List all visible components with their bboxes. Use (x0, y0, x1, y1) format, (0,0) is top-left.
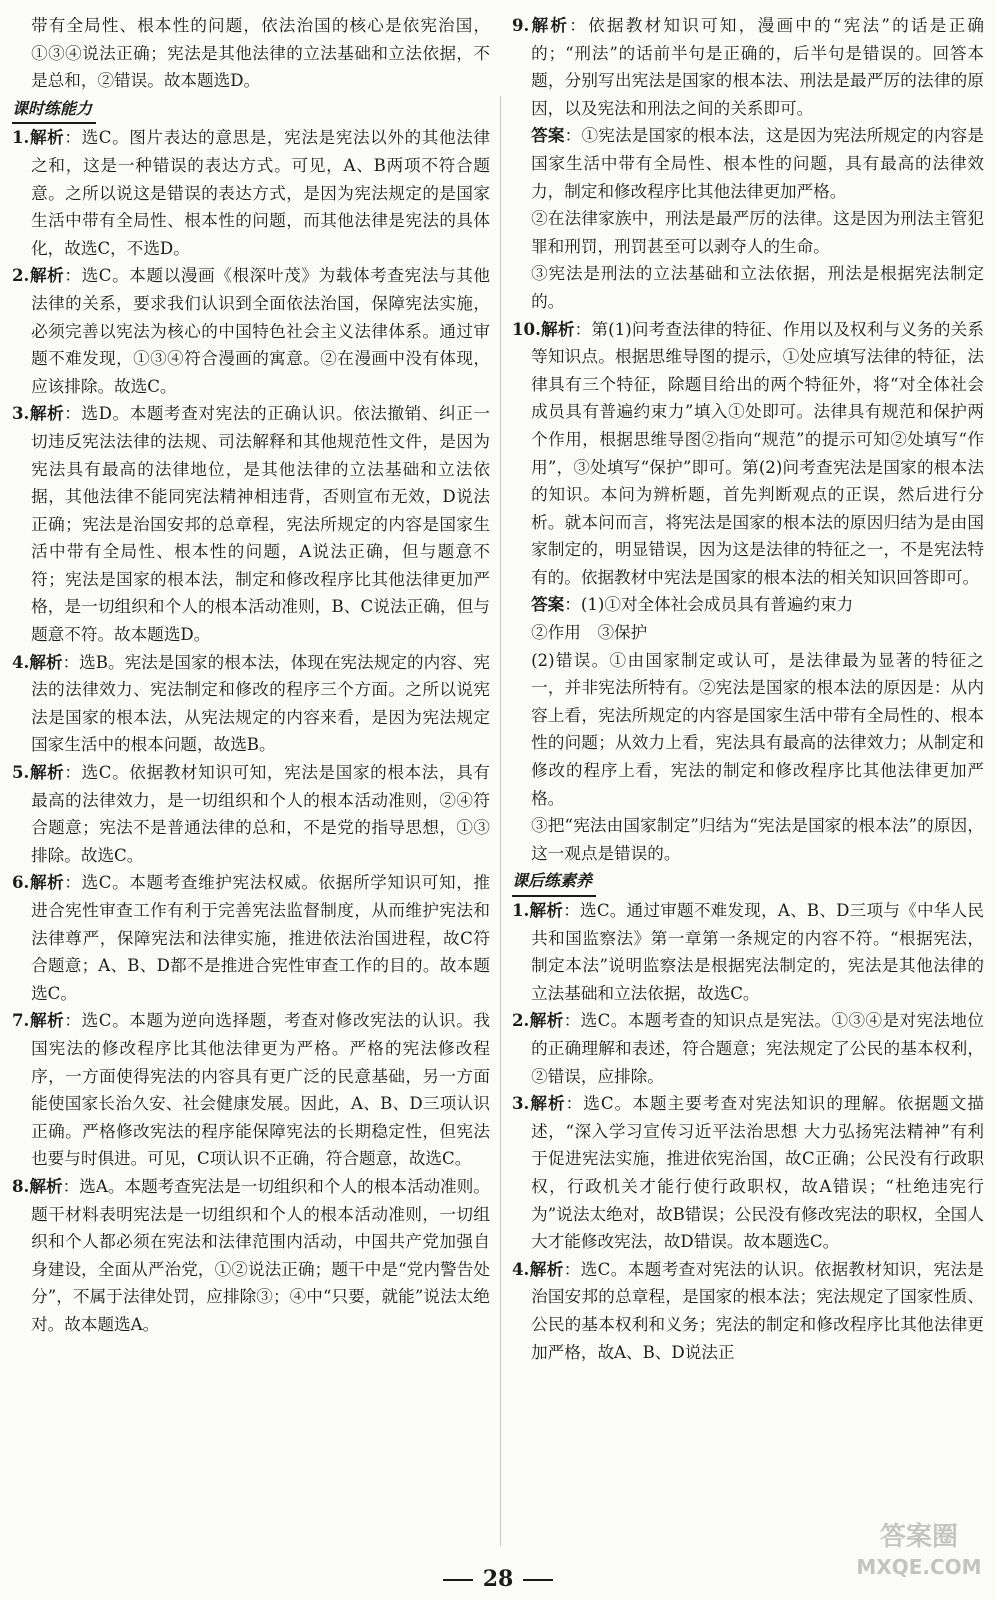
answer-10-part-1: 答案：(1)①对全体社会成员具有普遍约束力 (531, 594, 854, 615)
right-answer-list (512, 897, 984, 1366)
answer-item: 3.解析：选C。本题主要考查对宪法知识的理解。依据题文描述，“深入学习宣传习近平法治思想 大力弘扬宪法精神”有利于促进宪法实施，推进依宪治国，故C正确；公民没有行政职权，行政机关才能行使行政职权，故A错误；“杜绝违宪行为”说法太绝对，故B错误；公民没有修改宪法的职权，全国人大才能修改宪法，故D错误。故本题选C。 (512, 1093, 985, 1252)
answer-item: 7.解析：选C。本题为逆向选择题，考查对修改宪法的认识。我国宪法的修改程序比其他法律更为严格。严格的宪法修改程序，一方面使得宪法的内容具有更广泛的民意基础，另一方面能使国家长治久安、社会健康发展。因此，A、B、D三项认识正确。严格修改宪法的程序能保障宪法的长期稳定性，但宪法也要与时俱进。可见，C项认识不正确，符合题意，故选C。 (12, 1010, 490, 1169)
column-divider (500, 96, 501, 1546)
answer-item-9: 9.解析：依据教材知识可知，漫画中的“宪法”的话是正确的；“刑法”的话前半句是正确的，后半句是错误的。回答本题，分别写出宪法是国家的根本法、刑法是最严厉的法律的原因，以及宪法和刑法之间的关系即可。 (512, 15, 985, 118)
answer-10-part-4: ③把“宪法由国家制定”归结为“宪法是国家的根本法”的原因，这一观点是错误的。 (531, 816, 984, 863)
intro-continuation: 带有全局性、根本性的问题，依法治国的核心是依宪治国，①③④说法正确；宪法是其他法律的立法基础和立法依据，不是总和，②错误。故本题选D。 (31, 16, 490, 91)
answer-item: 2.解析：选C。本题以漫画《根深叶茂》为载体考查宪法与其他法律的关系，要求我们认识到全面依法治国，保障宪法实施，必须完善以宪法为核心的中国特色社会主义法律体系。通过审题不难发现，①③④符合漫画的寓意。②在漫画中没有体现，应该排除。故选C。 (12, 265, 490, 396)
answer-item: 4.解析：选C。本题考查对宪法的认识。依据教材知识，宪法是治国安邦的总章程，是国家的根本法；宪法规定了国家性质、公民的基本权利和义务；宪法的制定和修改程序比其他法律更加严格，故A、B、D说法正 (512, 1258, 984, 1362)
section-title: 课时练能力 (12, 95, 96, 125)
left-column (12, 12, 490, 1339)
section-title: 课后练素养 (512, 867, 596, 897)
section-heading-practice (12, 95, 490, 125)
right-column (512, 12, 984, 1366)
answer-item: 1.解析：选C。图片表达的意思是，宪法是宪法以外的其他法律之和，这是一种错误的表达方式。可见，A、B两项不符合题意。之所以说这是错误的表达方式，是因为宪法规定的是国家生活中带有全局性、根本性的问题，而其他法律是宪法的具体化，故选C，不选D。 (12, 127, 490, 258)
answer-10-part-2: ②作用 ③保护 (531, 623, 648, 643)
answer-item: 6.解析：选C。本题考查维护宪法权威。依据所学知识可知，推进合宪性审查工作有利于完善宪法监督制度，从而维护宪法和法律尊严，保障宪法和法律实施，推进依法治国进程，故C符合题意；A、B、D都不是推进合宪性审查工作的目的。故本题选C。 (12, 872, 490, 1003)
answer-item: 1.解析：选C。通过审题不难发现，A、B、D三项与《中华人民共和国监察法》第一章第一条规定的内容不符。“根据宪法，制定本法”说明监察法是根据宪法制定的，宪法是其他法律的立法基础和立法依据，故选C。 (512, 900, 984, 1003)
answer-item: 5.解析：选C。依据教材知识可知，宪法是国家的根本法，具有最高的法律效力，是一切组织和个人的根本活动准则，②④符合题意；宪法不是普通法律的总和，不是党的指导思想，①③排除。故选C。 (12, 762, 490, 865)
answer-item: 2.解析：选C。本题考查的知识点是宪法。①③④是对宪法地位的正确理解和表述，符合题意；宪法规定了公民的基本权利，②错误，应排除。 (512, 1010, 984, 1086)
section-heading-after-class (512, 867, 984, 897)
answer-item: 4.解析：选B。宪法是国家的根本法，体现在宪法规定的内容、宪法的法律效力、宪法制定和修改的程序三个方面。之所以说宪法是国家的根本法，从宪法规定的内容来看，是因为宪法规定国家生活中的根本问题，故选B。 (12, 651, 490, 755)
page-number: 28 (482, 1566, 514, 1592)
answer-9-part-3: ③宪法是刑法的立法基础和立法依据，刑法是根据宪法制定的。 (531, 264, 984, 311)
answer-9-part-2: ②在法律家族中，刑法是最严厉的法律。这是因为刑法主管犯罪和刑罚，刑罚甚至可以剥夺人的生命。 (531, 209, 984, 256)
answer-9-part-1: 答案：①宪法是国家的根本法，这是因为宪法所规定的内容是国家生活中带有全局性、根本性的问题，具有最高的法律效力，制定和修改程序比其他法律更加严格。 (531, 125, 985, 201)
answer-item: 8.解析：选A。本题考查宪法是一切组织和个人的根本活动准则。题干材料表明宪法是一切组织和个人的根本活动准则，一切组织和个人都必须在宪法和法律范围内活动，中国共产党加强自身建设，全面从严治党，①②说法正确；题干中是“党内警告处分”，不属于法律处罚，应排除③；④中“只要，就能”说法太绝对。故本题选A。 (12, 1175, 491, 1334)
footer-rule-left (443, 1579, 473, 1581)
watermark-logo: 答案圈 MXQE.COM (856, 1522, 982, 1579)
answer-item-10: 10.解析：第(1)问考查法律的特征、作用以及权利与义务的关系等知识点。根据思维导图的提示，①处应填写法律的特征，法律具有三个特征，除题目给出的两个特征外，将“对全体社会成员具有普遍约束力”填入①处即可。法律具有规范和保护两个作用，根据思维导图②指向“规范”的提示可知②处填写“作用”，③处填写“保护”即可。第(2)问考查宪法是国家的根本法的知识。本问为辨析题，首先判断观点的正误，然后进行分析。就本问而言，将宪法是国家的根本法的原因归结为是由国家制定的，明显错误，因为这是法律的特征之一，不是宪法特有的。依据教材中宪法是国家的根本法的相关知识回答即可。 (512, 318, 985, 587)
footer-rule-right (523, 1579, 553, 1581)
left-answer-list (12, 124, 490, 1338)
answer-item: 3.解析：选D。本题考查对宪法的正确认识。依法撤销、纠正一切违反宪法法律的法规、司法解释和其他规范性文件，是因为宪法具有最高的法律地位，是其他法律的立法基础和立法依据，其他法律不能同宪法精神相违背，否则宣布无效，D说法正确；宪法是治国安邦的总章程，宪法所规定的内容是国家生活中带有全局性、根本性的问题，A说法正确，但与题意不符；宪法是国家的根本法，制定和修改程序比其他法律更加严格，是一切组织和个人的根本活动准则，B、C说法正确，但与题意不符。故本题选D。 (12, 403, 491, 645)
answer-10-part-3: (2)错误。①由国家制定或认可，是法律最为显著的特征之一，并非宪法所特有。②宪法是国家的根本法的原因是：从内容上看，宪法所规定的内容是国家生活中带有全局性的、根本性的问题；从效力上看，宪法具有最高的法律效力；从制定和修改的程序上看，宪法的制定和修改程序比其他法律更加严格。 (531, 650, 984, 808)
